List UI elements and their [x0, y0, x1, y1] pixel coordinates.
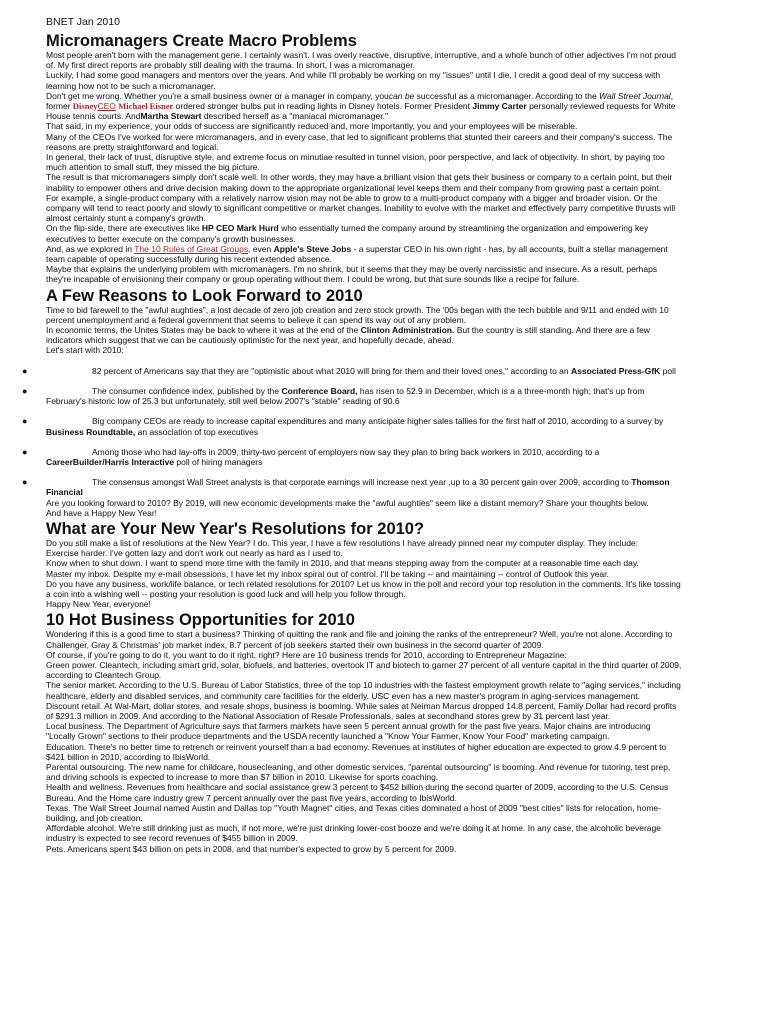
paragraph: Affordable alcohol. We're still drinking just as much, if not more, we're just drinking lower-cost booze and we're doing it at home. In any case, the alcoholic beverage industry is expected to see record revenues of $455 billion in 2009. — [46, 823, 661, 844]
paragraph: Let's start with 2010: — [46, 345, 124, 356]
bold-name: Thomson Financial — [46, 477, 670, 498]
section-title: Micromanagers Create Macro Problems — [46, 32, 357, 50]
text: an association of top executives — [135, 426, 259, 437]
paragraph: The result is that micromanagers simply don't scale well. In other words, they may have a brilliant vision that gets their business or company to a certain point, but their inability to empower others and drive decision making down to the appropriate organizational level keeps them and their company from growing past a certain point. — [46, 172, 673, 193]
text: In economic terms, the Unites States may be back to where it was at the end of the — [46, 325, 361, 336]
bold-name: Business Roundtable, — [46, 426, 136, 437]
paragraph — [46, 91, 682, 122]
indicator-list — [22, 365, 682, 498]
text: who essentially turned the company around by streamlining the organization and empowering key executives to better execute on the company's growth businesses. — [46, 223, 649, 244]
document-header: BNET Jan 2010 — [46, 16, 120, 28]
paragraph: Most people aren't born with the management gene. I certainly wasn't. I was overly reactive, disruptive, interruptive, and a whole bunch of other adjectives I'm not proud of. My first direct reports are probably still dealing with the trauma. In short, I was a micromanager. — [46, 50, 676, 71]
bold-name: HP CEO Mark Hurd — [201, 223, 279, 234]
paragraph: In general, their lack of trust, disruptive style, and extreme focus on minutiae resulted in tunnel vision, poor perspective, and lack of objectivity. In short, by paying too much attention to small stuff, they missed the big picture. — [46, 152, 665, 173]
bold-name: Conference Board, — [281, 385, 358, 396]
paragraph — [46, 223, 682, 243]
section-title: A Few Reasons to Look Forward to 2010 — [46, 286, 363, 305]
emphasis: can be — [388, 90, 415, 101]
paragraph: The senior market. According to the U.S. Bureau of Labor Statistics, three of the top 10 industries with the fastest employment growth relate to "aging services," including healthcare, elderly and disabled services, and community care facilities for the elderly. USC even has a new master's program in aging-services management. — [46, 680, 681, 701]
text: personally reviewed requests for White House tennis courts. And — [46, 101, 676, 122]
text: ordered stronger bulbs put in reading lights in Disney hotels. Former President — [173, 101, 473, 112]
paragraph: And have a Happy New Year! — [46, 507, 158, 518]
paragraph: Discount retail. At Wal-Mart, dollar stores, and resale shops, business is booming. While sales at Neiman Marcus dropped 14.8 percent, Family Dollar had record profits of $291.3 million in 2009. And according to the National Association of Resale Professionals, sales at secondhand stores grew by 31 percent last year. — [46, 700, 677, 721]
paragraph: Luckily, I had some good managers and mentors over the years. And while I'll probably be working on my "issues" until I die, I credit a good deal of my success with learning how not to be such a micromanager. — [46, 70, 661, 91]
text: Among those who had lay-offs in 2009, thirty-two percent of employers now say they plan to bring back workers in 2010, according to a — [92, 446, 600, 457]
list-item — [22, 446, 682, 467]
paragraph: Many of the CEOs I've worked for were micromanagers, and in every case, that led to significant problems that stunted their careers and their company's success. The reasons are pretty straightforward and logical. — [46, 131, 673, 152]
text: The consensus amongst Wall Street analysts is that corporate earnings will increase next year ,up to a 30 percent gain over 2009, according to — [92, 477, 632, 488]
paragraph: Exercise harder. I've gotten lazy and don't work out nearly as hard as I used to. — [46, 548, 343, 559]
paragraph: Master my inbox. Despite my e-mail obsessions, I have let my inbox spiral out of control. I'll be taking -- and maintaining -- control of Outlook this year. — [46, 568, 609, 579]
text: But the country is still standing. And there are a few indicators which suggest that we can be cautiously optimistic for the next year, and hopefully decade, ahead. — [46, 325, 650, 346]
text: has risen to 52.9 in December, which is a a three-month high; that's up from February's historic low of 25.3 but unfortunately, still well below 2007's "stable" reading of 90.6 — [46, 385, 645, 407]
text: - a superstar CEO in his own right - has, by all accounts, built a stellar management team capable of operating successfully during his recent extended absence. — [46, 243, 668, 265]
text: described herself as a "maniacal micromanager." — [201, 111, 388, 122]
emphasis: Wall Street Journal — [599, 90, 671, 101]
bullet-icon: ● — [22, 477, 28, 488]
text: Big company CEOs are ready to increase capital expenditures and many anticipate higher sales tallies for the first half of 2010, according to a survey by — [92, 416, 664, 427]
text: poll — [660, 365, 676, 376]
paragraph — [46, 244, 682, 264]
bullet-icon: ● — [22, 385, 28, 396]
bold-name: Associated Press-GfK — [571, 365, 661, 376]
text: The consumer confidence index, published by the — [92, 385, 282, 396]
paragraph: Time to bid farewell to the "awful aughties", a lost decade of zero job creation and zero stock growth. The '00s began with the tech bubble and 9/11 and ended with 10 percent unemployment and a federal government that seems to believe it can spend its way out of any problem. — [46, 304, 669, 325]
paragraph: Parental outsourcing. The new name for childcare, housecleaning, and other domestic services, "parental outsourcing" is booming. And revenue for tutoring, test prep, and driving schools is expected to increase to more than $7 billion in 2010. Likewise for sports coaching. — [46, 761, 671, 783]
text: successful as a micromanager. According to the — [414, 90, 600, 101]
paragraph: Are you looking forward to 2010? By 2019, will new economic developments make the "awful aughties" seem like a distant memory? Share your thoughts below. — [46, 497, 649, 508]
paragraph: For example, a single-product company with a relatively narrow vision may not be able to grow to a multi-product company with a bigger and broader vision. Or the company will tend to react poorly and slowly to significant competitive or market changes. Inability to evolve with the market and effectively parry competitive thrusts will almost certainly stunt a company's growth. — [46, 192, 676, 224]
list-item — [22, 365, 682, 376]
disney-link[interactable]: Disney — [72, 101, 98, 112]
text: poll of hiring managers — [174, 456, 263, 467]
eisner-link[interactable]: Michael Eisner — [118, 101, 174, 112]
text: , former — [46, 90, 674, 112]
bullet-icon: ● — [22, 446, 28, 457]
bold-name: Clinton Administration. — [360, 325, 455, 336]
paragraph: Do you have any business, work/life balance, or tech related resolutions for 2010? Let us know in the poll and record your top resolution in the comments. It's like tossing a coin into a wishing well -- posting your resolution is good luck and will help you follow through. — [46, 578, 681, 599]
bullet-icon: ● — [22, 416, 28, 427]
section-title: 10 Hot Business Opportunities for 2010 — [46, 611, 355, 630]
text: Don't get me wrong. Whether you're a small business owner or a manager in company, you — [46, 90, 389, 101]
bold-name: Martha Stewart — [140, 111, 202, 122]
bullet-icon: ● — [22, 365, 28, 376]
text: And, as we explored in — [46, 243, 135, 254]
paragraph: That said, in my experience, your odds of success are significantly reduced and, more importantly, you and your employees will be miserable. — [46, 121, 578, 132]
paragraph: Know when to shut down. I want to spend more time with the family in 2010, and that means stepping away from the computer at a reasonable time each day. — [46, 558, 639, 569]
paragraph: Education. There's no better time to retrench or reinvent yourself than a bad economy. Revenues at institutes of higher education are expected to grow 4.9 percent to $421 billion in 2010, according to IbisWorld. — [46, 741, 667, 762]
paragraph: Wondering if this is a good time to start a business? Thinking of quitting the rank and file and joining the ranks of the entrepreneur? Well, you're not alone. According to Challenger, Gray & Christmas' job market index, 8.7 percent of job seekers started their own business in the second quarter of 2009. — [46, 629, 673, 650]
great-groups-link[interactable]: The 10 Rules of Great Groups — [134, 243, 249, 254]
text: 82 percent of Americans say that they are "optimistic about what 2010 will bring for them and their loved ones," according to an — [92, 365, 571, 376]
paragraph: Health and wellness. Revenues from healthcare and social assistance grew 3 percent to $452 billion during the second quarter of 2009, according to the U.S. Census Bureau. And the Home care industry grew 7 percent annually over the past five years, according to IbisWorld. — [46, 782, 669, 803]
paragraph: Texas. The Wall Street Journal named Austin and Dallas top "Youth Magnet" cities, and Texas cities dominated a host of 2009 "best cities" lists for relocation, home-building, and job creation. — [46, 802, 661, 823]
section-title: What are Your New Year's Resolutions for 2010? — [46, 519, 425, 538]
article-body — [22, 32, 682, 854]
paragraph: Green power. Cleantech, including smart grid, solar, biofuels, and batteries, overtook IT and biotech to garner 27 percent of all venture capital in the third quarter of 2009, according to Cleantech Group. — [46, 659, 682, 681]
paragraph: Do you still make a list of resolutions at the New Year? I do. This year, I have a few resolutions I have already pinned near my computer display. They include: — [46, 537, 639, 548]
paragraph: Maybe that explains the underlying problem with micromanagers. I'm no shrink, but it seems that they may be overly narcissistic and insecure. As a result, perhaps they're incapable of envisioning their company or group operating without them. I could be wrong, but that sure sounds like a recipe for failure. — [46, 264, 658, 285]
bold-name: Apple's Steve Jobs — [273, 243, 352, 254]
paragraph: Local business. The Department of Agriculture says that farmers markets have seen 5 percent annual growth for the past five years. Major chains are introducing "Locally Grown" sections to their produce departments and the USDA recently launched a "Know Your Farmer, Know Your Food" marketing campaign. — [46, 721, 651, 742]
list-item — [22, 385, 682, 407]
paragraph — [46, 325, 682, 345]
bold-name: Jimmy Carter — [472, 101, 527, 112]
bold-name: CareerBuilder/Harris Interactive — [46, 456, 175, 467]
paragraph: Pets. Americans spent $43 billion on pets in 2008, and that number's expected to grow by 5 percent for 2009. — [46, 843, 457, 854]
paragraph: Of course, if you're going to do it, you want to do it right, right? Here are 10 business trends for 2010, according to Entrepreneur Magazine: — [46, 649, 567, 660]
paragraph: Happy New Year, everyone! — [46, 599, 151, 610]
ceo-link[interactable]: CEO — [97, 101, 116, 112]
text: , even — [248, 243, 274, 254]
list-item — [22, 477, 682, 498]
list-item — [22, 416, 682, 437]
text: On the flip-side, there are executives like — [46, 223, 202, 234]
